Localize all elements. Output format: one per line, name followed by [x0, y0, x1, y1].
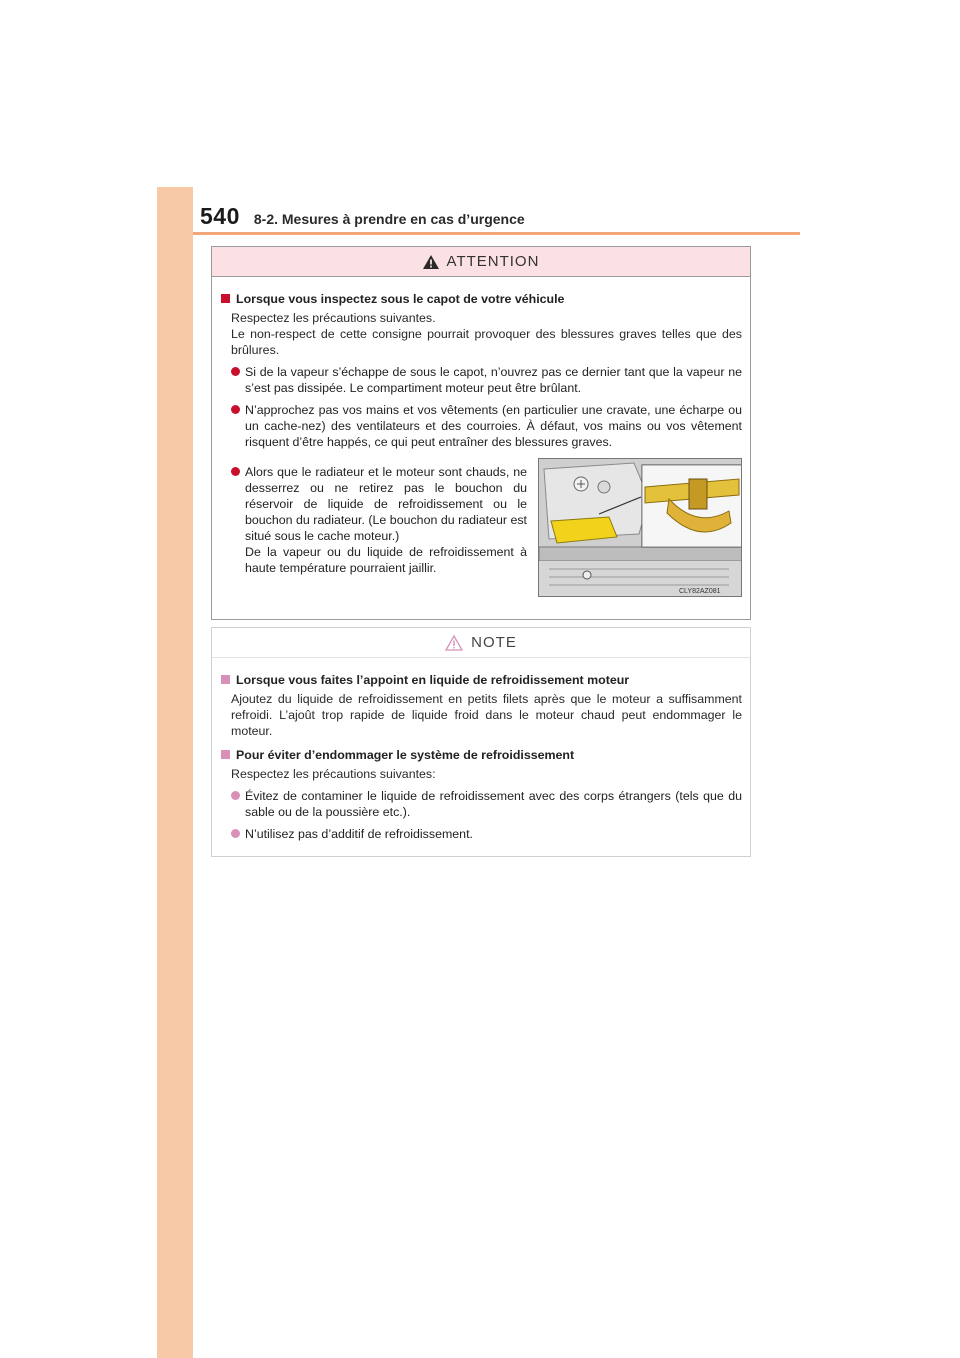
note-bullet-1-text: Évitez de contaminer le liquide de refroidissement avec des corps étrangers (tels que du sable ou de la poussière etc.). — [245, 789, 742, 819]
attention-intro-1: Respectez les précautions suivantes. — [231, 311, 436, 325]
figure-code-text: CLY82AZ081 — [679, 588, 721, 595]
attention-bullet-1 — [221, 364, 742, 396]
attention-bullet-2 — [221, 402, 742, 450]
note-subhead-1-text: Lorsque vous faites l’appoint en liquide de refroidissement moteur — [236, 673, 630, 687]
note-text-1: Ajoutez du liquide de refroidissement en petits filets après que le moteur a suffisamment refroidi. L’ajoût trop rapide de liquide froid dans le moteur chaud peut endommager le moteur. — [231, 692, 742, 738]
attention-bullet-2-text: N’approchez pas vos mains et vos vêtements (en particulier une cravate, une écharpe ou un cache-nez) des ventilateurs et des courroies. À défaut, vos mains ou vos vêtement risquent d’être happés, ce qui peut entraîner des blessures graves. — [245, 403, 742, 449]
attention-body — [212, 277, 750, 597]
round-bullet-icon — [231, 829, 240, 838]
attention-bullet-3-main: Alors que le radiateur et le moteur sont chauds, ne desserrez ou ne retirez pas le bouchon du réservoir de liquide de refroidissement ou le bouchon du radiateur. (Le bouchon du radiateur est situé sous le cache moteur.) — [245, 465, 527, 543]
square-bullet-icon — [221, 675, 230, 684]
square-bullet-icon — [221, 750, 230, 759]
note-bullet-2 — [221, 826, 742, 842]
attention-bullet-3 — [221, 464, 527, 597]
note-body — [212, 658, 750, 842]
section-title: 8-2. Mesures à prendre en cas d’urgence — [253, 211, 525, 227]
attention-figure-row — [221, 458, 742, 597]
warning-icon — [423, 255, 439, 269]
attention-bullet-3-extra: De la vapeur ou du liquide de refroidissement à haute température pourraient jaillir. — [245, 545, 527, 575]
round-bullet-icon — [231, 367, 240, 376]
note-bullet-1 — [221, 788, 742, 820]
caution-icon — [445, 635, 463, 651]
attention-title: ATTENTION — [446, 253, 540, 270]
attention-intro-2: Le non-respect de cette consigne pourrait provoquer des blessures graves telles que des brûlures. — [231, 327, 742, 357]
page-number: 540 — [200, 203, 240, 229]
attention-header — [212, 247, 750, 277]
attention-subhead-text: Lorsque vous inspectez sous le capot de votre véhicule — [236, 292, 565, 306]
note-subhead-1 — [221, 672, 742, 688]
note-bullet-2-text: N’utilisez pas d’additif de refroidissement. — [245, 827, 473, 841]
engine-compartment-illustration — [538, 458, 742, 597]
note-header — [212, 628, 750, 658]
note-text-2: Respectez les précautions suivantes: — [231, 767, 436, 781]
round-bullet-icon — [231, 405, 240, 414]
attention-bullet-1-text: Si de la vapeur s’échappe de sous le capot, n’ouvrez pas ce dernier tant que la vapeur ne s’est pas dissipée. Le compartiment moteur peut être brûlant. — [245, 365, 742, 395]
attention-bullet-3-text — [245, 464, 527, 576]
note-subhead-2-text: Pour éviter d’endommager le système de refroidissement — [236, 748, 575, 762]
square-bullet-icon — [221, 294, 230, 303]
note-title: NOTE — [471, 634, 517, 651]
page-header — [200, 203, 525, 231]
attention-subhead — [221, 291, 742, 307]
round-bullet-icon — [231, 791, 240, 800]
attention-box — [211, 246, 751, 620]
side-color-strip — [157, 187, 193, 1358]
note-box — [211, 627, 751, 857]
round-bullet-icon — [231, 467, 240, 476]
header-divider — [193, 232, 800, 235]
engine-illustration-svg — [539, 459, 742, 597]
note-subhead-2 — [221, 747, 742, 763]
